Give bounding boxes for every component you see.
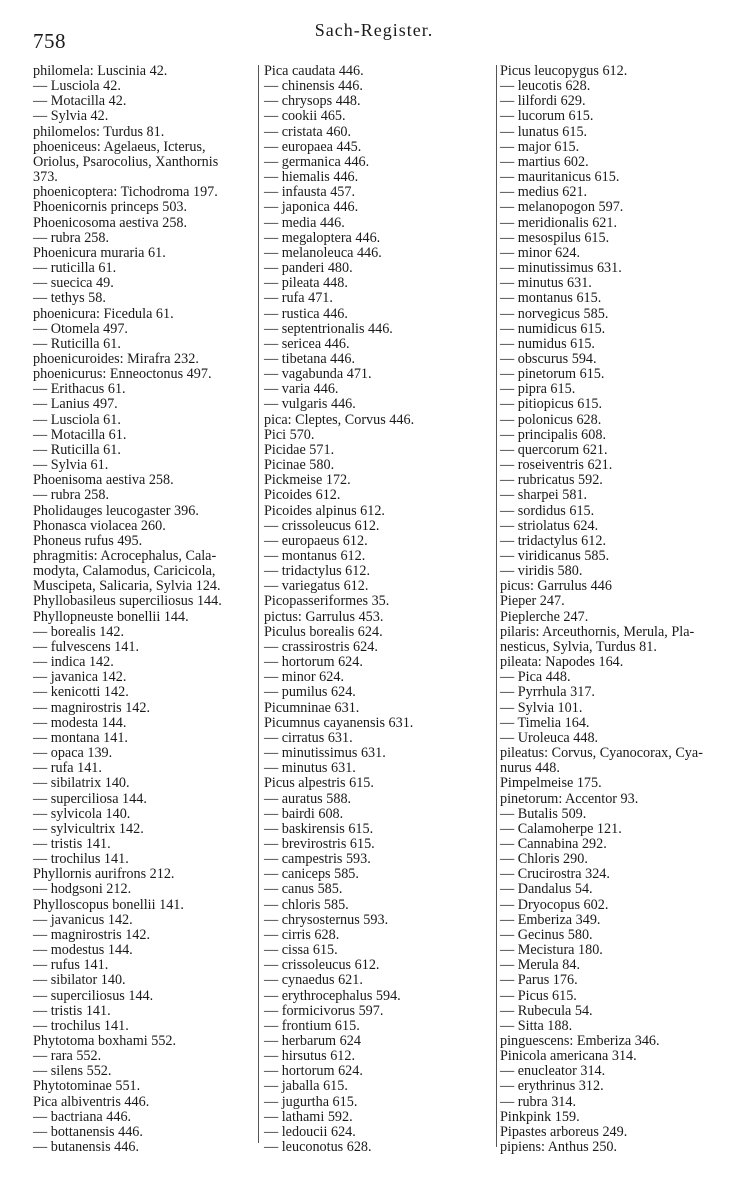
index-entry: Phyllopneuste bonellii 144. xyxy=(33,608,189,625)
index-entry: — viridis 580. xyxy=(500,563,583,580)
index-entry: pipiens: Anthus 250. xyxy=(500,1139,618,1156)
index-entry: — Chloris 290. xyxy=(500,851,588,868)
index-entry: — mauritanicus 615. xyxy=(500,169,620,186)
index-entry: — crassirostris 624. xyxy=(264,638,378,655)
index-entry: — Ruticilla 61. xyxy=(33,441,121,458)
index-entry: — variegatus 612. xyxy=(264,578,369,595)
index-entry: — leucotis 628. xyxy=(500,78,591,95)
index-entry: — erythrocephalus 594. xyxy=(264,987,401,1004)
index-entry: — hiemalis 446. xyxy=(264,169,359,186)
index-entry: — montana 141. xyxy=(33,729,128,746)
index-entry: — modestus 144. xyxy=(33,942,133,959)
index-entry: — tristis 141. xyxy=(33,835,111,852)
index-entry: — rufa 141. xyxy=(33,760,102,777)
index-entry: — Timelia 164. xyxy=(500,714,590,731)
index-entry: Picumninae 631. xyxy=(264,699,360,716)
index-entry: Pipastes arboreus 249. xyxy=(500,1123,628,1140)
index-entry: phoenicura: Ficedula 61. xyxy=(33,305,174,322)
index-entry: — bairdi 608. xyxy=(264,805,344,822)
index-entry: — Sylvia 61. xyxy=(33,457,109,474)
index-entry: — trochilus 141. xyxy=(33,851,129,868)
index-entry: — javanica 142. xyxy=(33,669,127,686)
index-entry: Pici 570. xyxy=(264,426,315,443)
index-entry: Picumnus cayanensis 631. xyxy=(264,714,414,731)
index-entry: — magnirostris 142. xyxy=(33,926,151,943)
index-entry: — germanica 446. xyxy=(264,153,370,170)
index-entry: — principalis 608. xyxy=(500,426,606,443)
index-entry: Phoenicornis princeps 503. xyxy=(33,199,188,216)
index-entry: — media 446. xyxy=(264,214,345,231)
index-entry: philomelos: Turdus 81. xyxy=(33,123,165,140)
index-entry: — Sitta 188. xyxy=(500,1017,573,1034)
index-entry: — septentrionalis 446. xyxy=(264,320,393,337)
index-entry: — superciliosa 144. xyxy=(33,790,147,807)
index-entry: Picinae 580. xyxy=(264,457,335,474)
index-entry: 373. xyxy=(33,169,58,186)
index-entry: — borealis 142. xyxy=(33,623,125,640)
index-entry: — enucleator 314. xyxy=(500,1063,606,1080)
index-entry: — sharpei 581. xyxy=(500,487,588,504)
index-entry: Phonasca violacea 260. xyxy=(33,517,166,534)
index-entry: — rubricatus 592. xyxy=(500,472,603,489)
index-entry: — megaloptera 446. xyxy=(264,229,381,246)
index-column-3 xyxy=(500,64,736,1155)
index-entry: — minor 624. xyxy=(264,669,344,686)
index-entry: — hodgsoni 212. xyxy=(33,881,132,898)
index-entry: — cirris 628. xyxy=(264,926,340,943)
index-entry: — tethys 58. xyxy=(33,290,106,307)
index-entry: Pieplerche 247. xyxy=(500,608,589,625)
index-entry: — roseiventris 621. xyxy=(500,457,613,474)
index-entry: — silens 552. xyxy=(33,1063,112,1080)
index-entry: phoeniceus: Agelaeus, Icterus, xyxy=(33,138,206,155)
index-entry: — minutissimus 631. xyxy=(500,260,622,277)
index-entry: — caniceps 585. xyxy=(264,866,359,883)
index-entry: modyta, Calamodus, Caricicola, xyxy=(33,563,216,580)
index-entry: pilaris: Arceuthornis, Merula, Pla- xyxy=(500,623,695,640)
index-entry: pinetorum: Accentor 93. xyxy=(500,790,639,807)
index-entry: — indica 142. xyxy=(33,654,114,671)
index-entry: Phylloscopus bonellii 141. xyxy=(33,896,184,913)
index-entry: — pileata 448. xyxy=(264,275,348,292)
index-entry: phoenicuroides: Mirafra 232. xyxy=(33,350,199,367)
index-entry: — rara 552. xyxy=(33,1048,102,1065)
index-entry: — suecica 49. xyxy=(33,275,114,292)
index-entry: — rubra 258. xyxy=(33,487,110,504)
index-entry: Muscipeta, Salicaria, Sylvia 124. xyxy=(33,578,221,595)
index-entry: — opaca 139. xyxy=(33,745,113,762)
index-entry: — lucorum 615. xyxy=(500,108,594,125)
index-entry: — trochilus 141. xyxy=(33,1017,129,1034)
index-entry: — Dryocopus 602. xyxy=(500,896,609,913)
index-entry: — numidus 615. xyxy=(500,335,595,352)
index-entry: Oriolus, Psarocolius, Xanthornis xyxy=(33,153,219,170)
index-entry: — tibetana 446. xyxy=(264,350,356,367)
index-entry: — hortorum 624. xyxy=(264,654,363,671)
index-entry: — Calamoherpe 121. xyxy=(500,820,622,837)
index-entry: Picidae 571. xyxy=(264,441,335,458)
index-entry: — montanus 612. xyxy=(264,548,366,564)
index-entry: picus: Garrulus 446 xyxy=(500,578,612,595)
index-entry: — magnirostris 142. xyxy=(33,699,151,716)
index-entry: — tridactylus 612. xyxy=(264,563,370,580)
index-entry: pileata: Napodes 164. xyxy=(500,654,624,671)
index-entry: — cookii 465. xyxy=(264,108,346,125)
index-entry: — chinensis 446. xyxy=(264,78,363,95)
index-entry: Pinkpink 159. xyxy=(500,1108,580,1125)
index-entry: — major 615. xyxy=(500,138,580,155)
index-entry: Pimpelmeise 175. xyxy=(500,775,602,792)
index-entry: — sibilator 140. xyxy=(33,972,126,989)
index-entry: — formicivorus 597. xyxy=(264,1002,384,1019)
index-entry: — Cannabina 292. xyxy=(500,835,607,852)
index-entry: Phytotoma boxhami 552. xyxy=(33,1033,177,1049)
index-entry: — modesta 144. xyxy=(33,714,127,731)
index-entry: — rubra 314. xyxy=(500,1093,577,1110)
index-entry: — Motacilla 61. xyxy=(33,426,127,443)
index-entry: Phoenicura muraria 61. xyxy=(33,244,166,261)
index-entry: nurus 448. xyxy=(500,760,560,777)
index-entry: Phyllornis aurifrons 212. xyxy=(33,866,175,883)
index-entry: Picus alpestris 615. xyxy=(264,775,374,792)
index-entry: — numidicus 615. xyxy=(500,320,606,337)
index-entry: Phoenisoma aestiva 258. xyxy=(33,472,174,489)
index-entry: — butanensis 446. xyxy=(33,1139,140,1156)
index-entry: — striolatus 624. xyxy=(500,517,599,534)
page-number: 758 xyxy=(33,29,66,53)
index-entry: — Parus 176. xyxy=(500,972,578,989)
index-entry: Picus leucopygus 612. xyxy=(500,63,628,79)
index-entry: Piculus borealis 624. xyxy=(264,623,383,640)
index-entry: — Emberiza 349. xyxy=(500,911,601,928)
index-entry: — baskirensis 615. xyxy=(264,820,374,837)
index-entry: — infausta 457. xyxy=(264,184,356,201)
index-entry: — quercorum 621. xyxy=(500,441,608,458)
index-entry: — herbarum 624 xyxy=(264,1033,361,1049)
index-entry: — erythrinus 312. xyxy=(500,1078,604,1095)
index-entry: pileatus: Corvus, Cyanocorax, Cya- xyxy=(500,745,703,762)
index-entry: — rubra 258. xyxy=(33,229,110,246)
index-entry: — minor 624. xyxy=(500,244,580,261)
index-entry: — sordidus 615. xyxy=(500,502,595,519)
index-entry: — Lanius 497. xyxy=(33,396,118,413)
index-entry: — Motacilla 42. xyxy=(33,93,127,110)
index-entry: — panderi 480. xyxy=(264,260,353,277)
running-head: Sach-Register. xyxy=(314,20,434,40)
index-entry: — lilfordi 629. xyxy=(500,93,586,110)
index-column-1 xyxy=(33,64,255,1155)
index-entry: — minutus 631. xyxy=(264,760,356,777)
index-entry: — tridactylus 612. xyxy=(500,532,606,549)
index-entry: — fulvescens 141. xyxy=(33,638,139,655)
index-entry: — Ruticilla 61. xyxy=(33,335,121,352)
index-entry: Pickmeise 172. xyxy=(264,472,351,489)
index-entry: — pinetorum 615. xyxy=(500,366,605,383)
index-entry: — javanicus 142. xyxy=(33,911,133,928)
index-entry: — Pica 448. xyxy=(500,669,571,686)
index-entry: — Sylvia 42. xyxy=(33,108,109,125)
index-entry: Phytotominae 551. xyxy=(33,1078,141,1095)
index-entry: — vulgaris 446. xyxy=(264,396,356,413)
index-entry: — varia 446. xyxy=(264,381,339,398)
index-entry: — minutus 631. xyxy=(500,275,592,292)
index-entry: — campestris 593. xyxy=(264,851,371,868)
index-entry: — Mecistura 180. xyxy=(500,942,603,959)
index-entry: Pinicola americana 314. xyxy=(500,1048,637,1065)
index-entry: phoenicurus: Enneoctonus 497. xyxy=(33,366,212,383)
index-entry: Phyllobasileus superciliosus 144. xyxy=(33,593,222,610)
index-column-2 xyxy=(264,64,496,1155)
index-entry: — bactriana 446. xyxy=(33,1108,132,1125)
index-entry: — crissoleucus 612. xyxy=(264,957,380,974)
index-entry: — cirratus 631. xyxy=(264,729,353,746)
index-entry: pica: Cleptes, Corvus 446. xyxy=(264,411,415,428)
index-entry: Pica caudata 446. xyxy=(264,63,364,79)
index-entry: — rustica 446. xyxy=(264,305,348,322)
index-entry: — pitiopicus 615. xyxy=(500,396,603,413)
index-entry: — obscurus 594. xyxy=(500,350,597,367)
index-entry: — tristis 141. xyxy=(33,1002,111,1019)
index-entry: phoenicoptera: Tichodroma 197. xyxy=(33,184,218,201)
index-entry: — rufa 471. xyxy=(264,290,333,307)
index-entry: — frontium 615. xyxy=(264,1017,360,1034)
index-entry: — sylvicultrix 142. xyxy=(33,820,144,837)
index-entry: Picoides alpinus 612. xyxy=(264,502,385,519)
index-entry: Pholidauges leucogaster 396. xyxy=(33,502,199,519)
index-entry: — jaballa 615. xyxy=(264,1078,348,1095)
column-rule-right xyxy=(496,65,497,1147)
index-entry: — minutissimus 631. xyxy=(264,745,386,762)
index-entry: — melanopogon 597. xyxy=(500,199,624,216)
index-entry: — viridicanus 585. xyxy=(500,548,610,564)
index-entry: Phoenicosoma aestiva 258. xyxy=(33,214,188,231)
index-entry: — europaeus 612. xyxy=(264,532,368,549)
index-entry: — bottanensis 446. xyxy=(33,1123,143,1140)
index-entry: — superciliosus 144. xyxy=(33,987,154,1004)
index-entry: pictus: Garrulus 453. xyxy=(264,608,384,625)
index-entry: — mesospilus 615. xyxy=(500,229,610,246)
index-entry: — ledoucii 624. xyxy=(264,1123,356,1140)
index-entry: pinguescens: Emberiza 346. xyxy=(500,1033,660,1049)
index-entry: — Dandalus 54. xyxy=(500,881,593,898)
index-entry: Picoides 612. xyxy=(264,487,341,504)
index-entry: — cissa 615. xyxy=(264,942,338,959)
index-entry: — Merula 84. xyxy=(500,957,580,974)
index-entry: — Uroleuca 448. xyxy=(500,729,599,746)
index-entry: — kenicotti 142. xyxy=(33,684,129,701)
index-entry: — chrysosternus 593. xyxy=(264,911,389,928)
index-entry: — japonica 446. xyxy=(264,199,359,216)
index-entry: — norvegicus 585. xyxy=(500,305,609,322)
index-entry: philomela: Luscinia 42. xyxy=(33,63,168,79)
index-entry: — montanus 615. xyxy=(500,290,602,307)
index-entry: — europaea 445. xyxy=(264,138,362,155)
index-entry: — meridionalis 621. xyxy=(500,214,618,231)
index-entry: — martius 602. xyxy=(500,153,589,170)
index-entry: Picopasseriformes 35. xyxy=(264,593,390,610)
index-entry: — chloris 585. xyxy=(264,896,349,913)
index-entry: — sylvicola 140. xyxy=(33,805,131,822)
index-entry: phragmitis: Acrocephalus, Cala- xyxy=(33,548,217,564)
index-entry: — Crucirostra 324. xyxy=(500,866,610,883)
index-entry: — Gecinus 580. xyxy=(500,926,593,943)
index-entry: — Butalis 509. xyxy=(500,805,587,822)
index-entry: — leuconotus 628. xyxy=(264,1139,372,1156)
index-entry: — Pyrrhula 317. xyxy=(500,684,595,701)
index-entry: nesticus, Sylvia, Turdus 81. xyxy=(500,638,657,655)
index-entry: — Lusciola 61. xyxy=(33,411,121,428)
index-entry: — crissoleucus 612. xyxy=(264,517,380,534)
index-entry: — canus 585. xyxy=(264,881,343,898)
index-entry: — Otomela 497. xyxy=(33,320,128,337)
index-entry: — jugurtha 615. xyxy=(264,1093,358,1110)
index-entry: — sericea 446. xyxy=(264,335,350,352)
index-entry: — Sylvia 101. xyxy=(500,699,583,716)
index-entry: — sibilatrix 140. xyxy=(33,775,130,792)
index-entry: — lunatus 615. xyxy=(500,123,588,140)
index-entry: — chrysops 448. xyxy=(264,93,361,110)
index-entry: — polonicus 628. xyxy=(500,411,602,428)
index-entry: — melanoleuca 446. xyxy=(264,244,382,261)
index-entry: — rufus 141. xyxy=(33,957,109,974)
index-entry: — hirsutus 612. xyxy=(264,1048,356,1065)
index-entry: — auratus 588. xyxy=(264,790,352,807)
index-entry: — ruticilla 61. xyxy=(33,260,117,277)
index-entry: Pieper 247. xyxy=(500,593,565,610)
column-rule-left xyxy=(258,65,259,1143)
index-entry: — Lusciola 42. xyxy=(33,78,121,95)
index-entry: — Erithacus 61. xyxy=(33,381,126,398)
index-entry: Pica albiventris 446. xyxy=(33,1093,150,1110)
index-entry: — hortorum 624. xyxy=(264,1063,363,1080)
index-entry: — vagabunda 471. xyxy=(264,366,372,383)
index-entry: — lathami 592. xyxy=(264,1108,353,1125)
index-entry: — Rubecula 54. xyxy=(500,1002,593,1019)
index-entry: Phoneus rufus 495. xyxy=(33,532,143,549)
index-entry: — medius 621. xyxy=(500,184,588,201)
index-entry: — cristata 460. xyxy=(264,123,352,140)
index-entry: — Picus 615. xyxy=(500,987,577,1004)
index-entry: — cynaedus 621. xyxy=(264,972,363,989)
index-entry: — pipra 615. xyxy=(500,381,576,398)
index-entry: — pumilus 624. xyxy=(264,684,356,701)
index-entry: — brevirostris 615. xyxy=(264,835,375,852)
